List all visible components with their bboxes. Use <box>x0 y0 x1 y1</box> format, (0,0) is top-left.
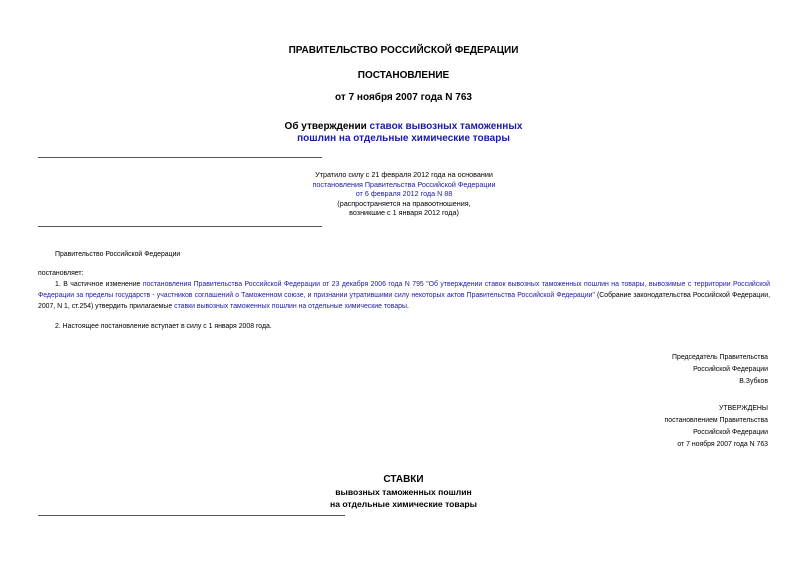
paragraph-2: 2. Настоящее постановление вступает в силу с 1 января 2008 года. <box>55 323 272 330</box>
divider-bottom <box>38 515 345 516</box>
document-title <box>0 121 807 145</box>
rates-subtitle <box>0 487 807 510</box>
signature-line1: Председатель Правительства <box>672 354 768 361</box>
p1-end: . <box>406 303 409 310</box>
rates-title <box>0 474 807 486</box>
rates-title-line1: СТАВКИ <box>383 474 424 485</box>
status-note-line4: возникшие с 1 января 2012 года) <box>349 208 459 217</box>
rates-title-line3: на отдельные химические товары <box>330 498 477 509</box>
decree-word: постановляет: <box>38 270 84 277</box>
rates-link[interactable]: ставки вывозных таможенных пошлин на отдельные химические товары <box>174 303 407 310</box>
approval-line2: постановлением Правительства <box>664 417 768 424</box>
title-link-line2[interactable]: пошлин на отдельные химические товары <box>297 133 510 144</box>
rates-title-line2: вывозных таможенных пошлин <box>335 487 472 497</box>
document-date-number: от 7 ноября 2007 года N 763 <box>335 92 472 103</box>
repeal-decree-date-link[interactable]: от 6 февраля 2012 года N 88 <box>355 189 453 198</box>
paragraph-1 <box>38 279 770 312</box>
p1-middle: (Собрание законодательства Российской Федерации, 2007, N 1, ст.254) утвердить прилагаемые <box>38 292 770 310</box>
approval-block <box>665 403 769 451</box>
document-type-heading: ПОСТАНОВЛЕНИЕ <box>357 70 450 81</box>
approval-line3: Российской Федерации <box>693 429 768 436</box>
intro-text: Правительство Российской Федерации <box>55 251 181 258</box>
approval-line1: УТВЕРЖДЕНЫ <box>719 405 768 412</box>
status-note <box>250 170 558 218</box>
approval-line4: от 7 ноября 2007 года N 763 <box>677 441 768 448</box>
amended-decree-link[interactable]: постановления Правительства Российской Федерации от 23 декабря 2006 года N 795 "Об утверждении ставок вывозных таможенных пошлин на товары, вывозимые с территории Российской Федерации за пределы государств - участников соглашений о Таможенном союзе, и признании утратившими силу некоторых актов Правительства Российской Федерации" <box>38 281 770 299</box>
signature-line3: В.Зубков <box>739 378 768 385</box>
status-note-line3: (распространяется на правоотношения, <box>337 198 471 208</box>
signature-line2: Российской Федерации <box>693 366 768 373</box>
p1-start: 1. В частичное изменение <box>55 281 143 288</box>
title-link-line1[interactable]: ставок вывозных таможенных <box>369 121 523 132</box>
signature-block <box>672 352 768 388</box>
divider-top <box>38 157 322 158</box>
title-prefix: Об утверждении <box>284 121 370 132</box>
government-heading: ПРАВИТЕЛЬСТВО РОССИЙСКОЙ ФЕДЕРАЦИИ <box>288 45 519 56</box>
divider-middle <box>38 226 322 227</box>
repeal-decree-link[interactable]: постановления Правительства Российской Федерации <box>312 179 496 189</box>
status-note-line1: Утратило силу с 21 февраля 2012 года на основании <box>315 170 493 179</box>
